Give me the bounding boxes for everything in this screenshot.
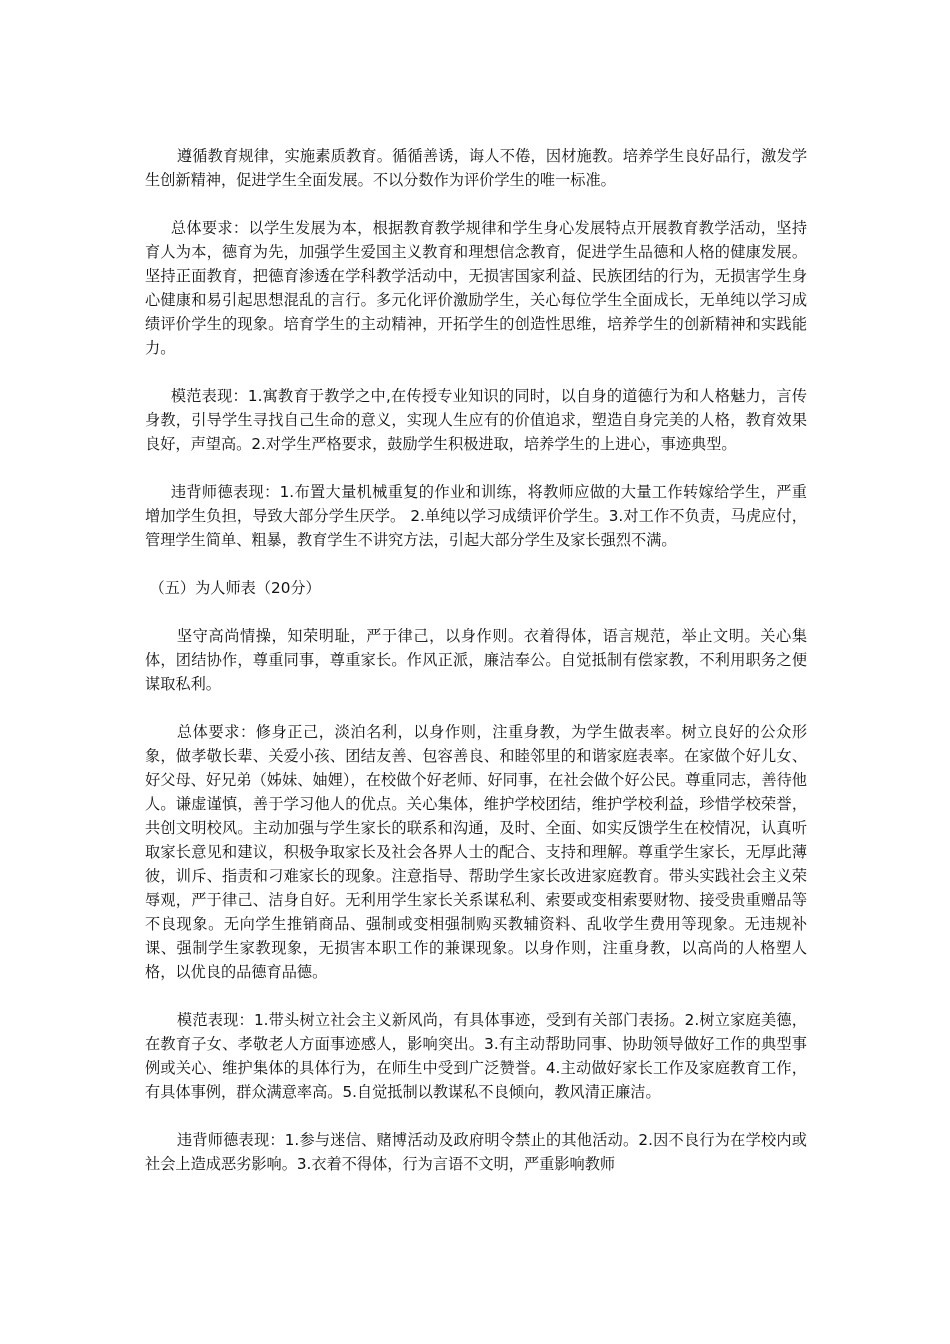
section-heading-role-model: （五）为人师表（20分） <box>149 579 321 597</box>
paragraph-spacer <box>145 1104 807 1128</box>
paragraph-teaching-principles: 遵循教育规律，实施素质教育。循循善诱，诲人不倦，因材施教。培养学生良好品行，激发学生创新精神，促进学生全面发展。不以分数作为评价学生的唯一标准。 <box>145 147 807 189</box>
paragraph-violation-role-model: 违背师德表现：1.参与迷信、赌博活动及政府明令禁止的其他活动。2.因不良行为在学校内或社会上造成恶劣影响。3.衣着不得体，行为言语不文明，严重影响教师 <box>145 1131 807 1173</box>
paragraph-spacer <box>145 984 807 1008</box>
paragraph-model-performance-teaching: 模范表现：1.寓教育于教学之中,在传授专业知识的同时，以自身的道德行为和人格魅力，言传身教，引导学生寻找自己生命的意义，实现人生应有的价值追求，塑造自身完美的人格，教育效果良好，声望高。2.对学生严格要求，鼓励学生积极进取，培养学生的上进心，事迹典型。 <box>145 387 807 453</box>
paragraph-spacer <box>145 360 807 384</box>
paragraph-spacer <box>145 696 807 720</box>
paragraph-general-requirements-role-model: 总体要求：修身正己，淡泊名利，以身作则，注重身教，为学生做表率。树立良好的公众形象，做孝敬长辈、关爱小孩、团结友善、包容善良、和睦邻里的和谐家庭表率。在家做个好儿女、好父母、好兄弟（姊妹、妯娌），在校做个好老师、好同事，在社会做个好公民。尊重同志，善待他人。谦虚谨慎，善于学习他人的优点。关心集体，维护学校团结，维护学校利益，珍惜学校荣誉，共创文明校风。主动加强与学生家长的联系和沟通，及时、全面、如实反馈学生在校情况，认真听取家长意见和建议，积极争取家长及社会各界人士的配合、支持和理解。尊重学生家长，无厚此薄彼，训斥、指责和刁难家长的现象。注意指导、帮助学生家长改进家庭教育。带头实践社会主义荣辱观，严于律己、洁身自好。无利用学生家长关系谋私利、索要或变相索要财物、接受贵重赠品等不良现象。无向学生推销商品、强制或变相强制购买教辅资料、乱收学生费用等现象。无违规补课、强制学生家教现象，无损害本职工作的兼课现象。以身作则，注重身教，以高尚的人格塑人格，以优良的品德育品德。 <box>145 723 807 981</box>
paragraph-model-performance-role-model: 模范表现：1.带头树立社会主义新风尚，有具体事迹，受到有关部门表扬。2.树立家庭美德，在教育子女、孝敬老人方面事迹感人，影响突出。3.有主动帮助同事、协助领导做好工作的典型事例或关心、维护集体的具体行为，在师生中受到广泛赞誉。4.主动做好家长工作及家庭教育工作，有具体事例，群众满意率高。5.自觉抵制以教谋私不良倾向，教风清正廉洁。 <box>145 1011 807 1101</box>
paragraph-spacer <box>145 192 807 216</box>
paragraph-violation-teaching: 违背师德表现：1.布置大量机械重复的作业和训练，将教师应做的大量工作转嫁给学生，严重增加学生负担，导致大部分学生厌学。 2.单纯以学习成绩评价学生。3.对工作不负责，马虎应付，管理学生简单、粗暴，教育学生不讲究方法，引起大部分学生及家长强烈不满。 <box>145 483 807 549</box>
paragraph-spacer <box>145 600 807 624</box>
paragraph-spacer <box>145 552 807 576</box>
paragraph-role-model-principles: 坚守高尚情操，知荣明耻，严于律己，以身作则。衣着得体，语言规范，举止文明。关心集体，团结协作，尊重同事，尊重家长。作风正派，廉洁奉公。自觉抵制有偿家教，不利用职务之便谋取私利。 <box>145 627 807 693</box>
paragraph-spacer <box>145 456 807 480</box>
document-body <box>145 144 807 1176</box>
paragraph-general-requirements-teaching: 总体要求：以学生发展为本，根据教育教学规律和学生身心发展特点开展教育教学活动，坚持育人为本，德育为先，加强学生爱国主义教育和理想信念教育，促进学生品德和人格的健康发展。坚持正面教育，把德育渗透在学科教学活动中，无损害国家利益、民族团结的行为，无损害学生身心健康和易引起思想混乱的言行。多元化评价激励学生，关心每位学生全面成长，无单纯以学习成绩评价学生的现象。培育学生的主动精神，开拓学生的创造性思维，培养学生的创新精神和实践能力。 <box>145 219 807 357</box>
